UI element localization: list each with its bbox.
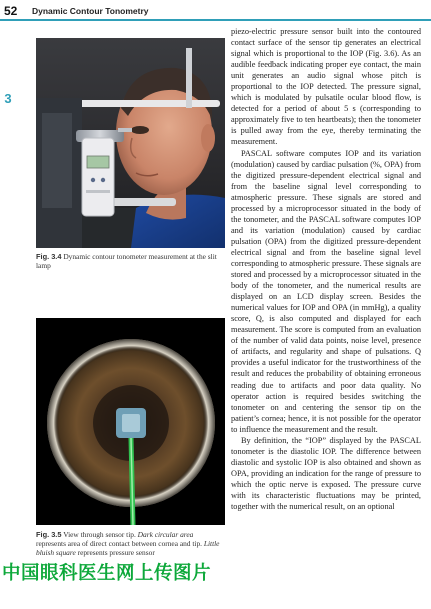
header-rule [0,19,431,21]
figure-3-5-caption-part: represents area of direct contact between cornea and tip. [36,539,204,548]
body-paragraph: PASCAL software computes IOP and its variation (modulation) caused by cardiac pulsation (%, OPA) from the digitized pressure-dependent electrical signal and from the baseline signal level corresponding to atmospheric pressure. These signals are stored and processed by a microprocessor situated in the body of the tonometer, and the PASCAL software computes IOP and its variation (modulation) caused by cardiac pulsation (OPA) from the digitized pressure-dependent electrical signal and from the baseline signal level corresponding to atmospheric pressure. These signals are stored and processed by a microprocessor situated in the body of the tonometer, and the numerical results are displayed on an LCD display screen. Besides the numerical values for IOP and OPA (in mmHg), a quality score, Q, is also computed and displayed for each measurement. The score is computed from an evaluation of the number of valid data points, noise level, presence of artifacts, and regularity and shape of pulsations. Q provides a useful indicator for the trustworthiness of the result and reduces the probability of obtaining erroneous reading due to artifacts and poor data quality. No operator action is required besides switching the tonometer on and centering the sensor tip on the patient’s cornea; hence, it is not possible for the operator to influence the measurement and the result. [231,148,421,434]
body-text-column [231,26,421,609]
figure-sensor-tip-view [36,318,225,525]
chapter-tab: 3 [4,91,12,106]
figure-3-4-caption-text: Dynamic contour tonometer measurement at the slit lamp [36,252,217,270]
figure-slit-lamp-photo [36,38,225,248]
body-paragraph: By definition, the “IOP” displayed by the PASCAL tonometer is the diastolic IOP. The difference between diastolic and systolic IOP is also obtained and shown as OPA, providing an indication for the range of pressure to which the optic nerve is exposed. The pressure curve with its characteristic fluctuations may be printed, together with the numerical result, on an optional [231,435,421,512]
figure-3-5-caption-part: View through sensor tip. [63,530,138,539]
figure-3-5-caption [36,530,224,557]
figure-3-5-caption-part: Dark circular area [137,530,194,539]
page-header [0,0,431,22]
figure-3-5-caption-part: represents pressure sensor [75,548,155,557]
running-head: Dynamic Contour Tonometry [32,6,149,16]
figure-3-5-caption-part: Little bluish square [36,539,220,557]
figure-3-5-label: Fig. 3.5 [36,530,62,539]
figure-3-4-label: Fig. 3.4 [36,252,62,261]
watermark-text: 中国眼科医生网上传图片 [2,563,212,584]
page-number: 52 [4,4,18,18]
figure-3-4-caption [36,252,224,270]
body-paragraph: piezo-electric pressure sensor built into the contoured contact surface of the sensor tip generates an electrical signal which is proportional to the IOP (Fig. 3.6). As an audible feedback indicating proper eye contact, the main unit generates an audio signal whose pitch is proportional to the IOP detected. The pressure signal, which is modulated by pulsatile ocular blood flow, is detected for a period of about 5 s (corresponding to approximately five to ten heartbeats); then the tonometer is pulled away from the eye, thereby terminating the measurement. [231,27,421,147]
